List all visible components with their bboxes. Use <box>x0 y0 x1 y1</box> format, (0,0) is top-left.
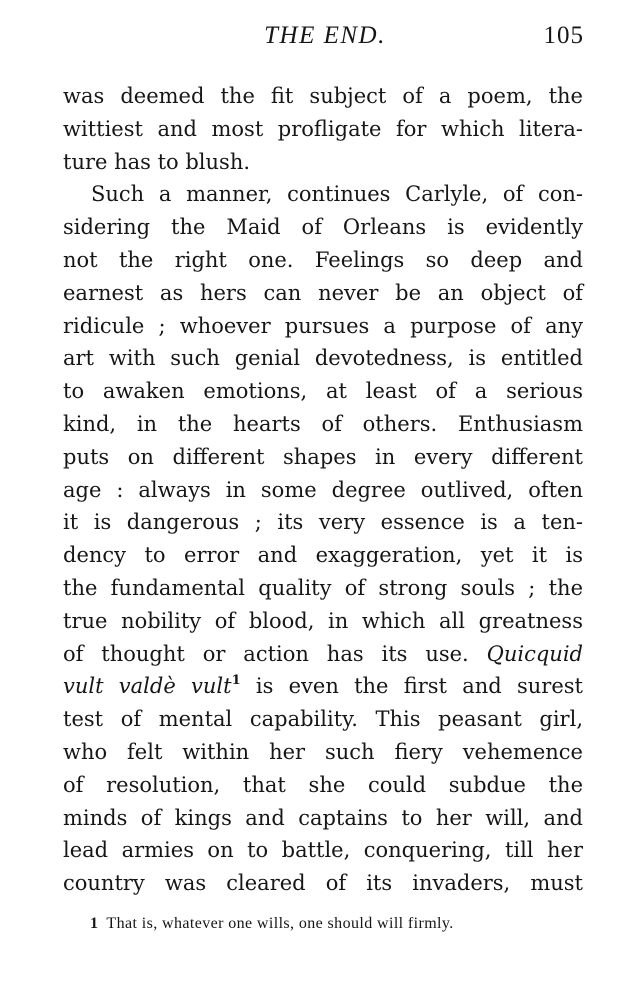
footnote <box>90 915 560 933</box>
text-line <box>63 670 583 703</box>
text-line: art with such genial devotedness, is entitled <box>63 346 583 371</box>
text-line: minds of kings and captains to her will, and <box>63 805 583 830</box>
text-line: test of mental capability. This peasant girl, <box>63 707 583 732</box>
footnote-reference[interactable]: 1 <box>231 673 241 689</box>
body-text <box>63 80 583 900</box>
text-line: ture has to blush. <box>63 149 251 174</box>
text-line: earnest as hers can never be an object of <box>63 280 583 305</box>
text-line: was deemed the fit subject of a poem, the <box>63 84 583 108</box>
text-line: country was cleared of its invaders, must <box>63 871 583 896</box>
text-line: puts on different shapes in every different <box>63 444 583 469</box>
text-line: of resolution, that she could subdue the <box>63 772 583 797</box>
text-line <box>63 638 583 671</box>
text-line: not the right one. Feelings so deep and <box>63 247 583 272</box>
text-line: who felt within her such fiery vehemence <box>63 739 583 764</box>
footnote-mark: 1 <box>90 915 99 932</box>
text-line: to awaken emotions, at least of a serious <box>63 379 583 404</box>
text-line: it is dangerous ; its very essence is a ten- <box>63 510 583 535</box>
text-line: lead armies on to battle, conquering, till her <box>63 838 583 863</box>
text-line: dency to error and exaggeration, yet it is <box>63 543 583 568</box>
text-line: kind, in the hearts of others. Enthusiasm <box>63 411 583 436</box>
text-line-start: of thought or action has its use. <box>63 641 469 666</box>
latin-quote-start: Quicquid <box>486 641 583 666</box>
text-line: Such a manner, continues Carlyle, of con- <box>91 182 583 207</box>
text-line: sidering the Maid of Orleans is evidently <box>63 215 583 240</box>
text-line: wittiest and most profligate for which litera- <box>63 116 583 141</box>
running-title: THE END. <box>264 22 386 49</box>
text-line: age : always in some degree outlived, often <box>63 477 583 502</box>
latin-quote-end: vult valdè vult <box>63 674 232 699</box>
footnote-text: That is, whatever one wills, one should will firmly. <box>106 915 454 932</box>
text-line: true nobility of blood, in which all greatness <box>63 608 583 633</box>
page-number: 105 <box>543 22 584 49</box>
text-line: ridicule ; whoever pursues a purpose of any <box>63 313 583 338</box>
text-line: the fundamental quality of strong souls ; the <box>63 575 583 600</box>
page-header <box>60 20 590 54</box>
text-line-rest: is even the first and surest <box>255 674 583 699</box>
